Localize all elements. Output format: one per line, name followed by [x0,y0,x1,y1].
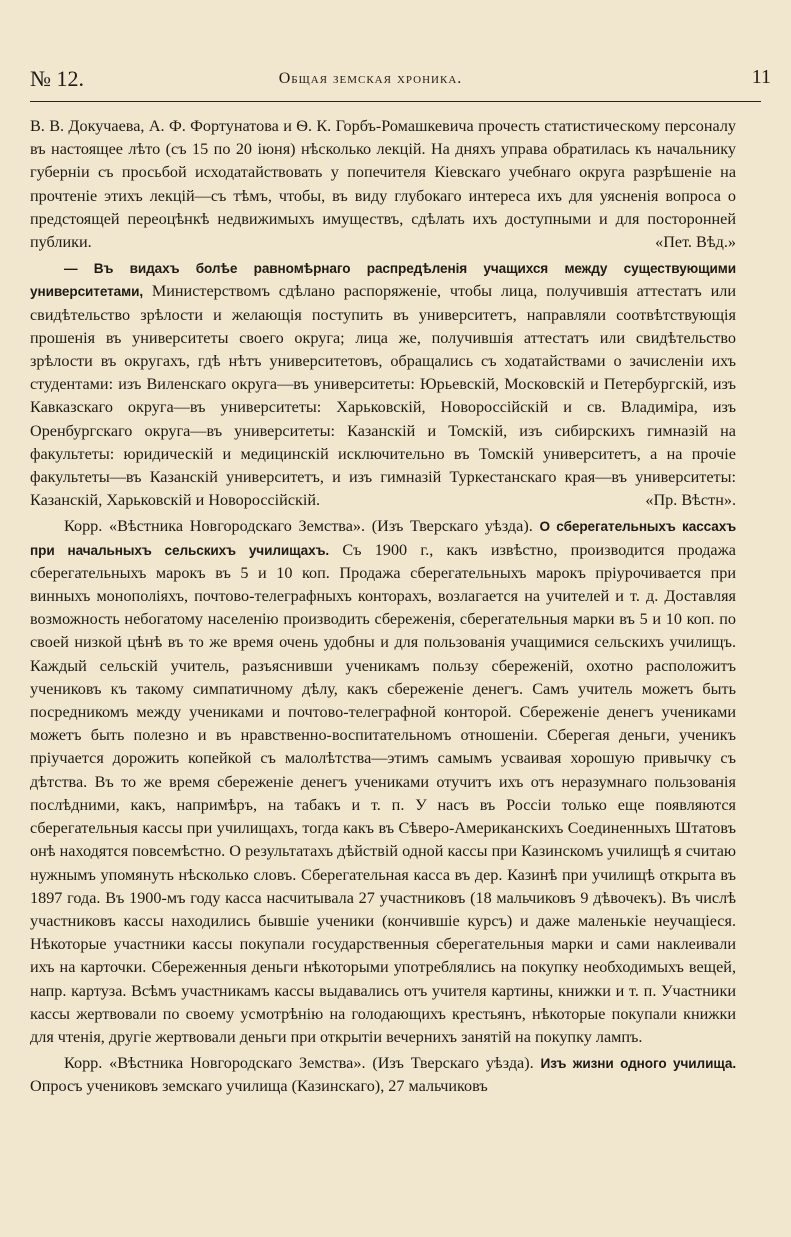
correspondent-intro: Корр. «Вѣстника Новгородскаго Земства». (Изъ Тверскаго уѣзда). [64,517,540,536]
running-header [30,66,771,98]
article-body [30,115,736,1099]
paragraph-school-life [30,1052,736,1098]
paragraph-universities [30,257,736,512]
section-lead: — Въ видахъ болѣе равномѣрнаго распредѣленія учащихся между существующими университетами, [30,261,736,300]
source-citation: «Пр. Вѣстн». [645,491,736,510]
running-title: Общая земская хроника. [278,70,463,87]
paragraph-text: Съ 1900 г., какъ извѣстно, производится продажа сберегательныхъ марокъ въ 5 и 10 коп. Продажа сберегательныхъ марокъ пріурочивается при винныхъ монополіяхъ, почтово-телеграфныхъ конторахъ, возлагается на учителей и т. д. Доставляя возможность небогатому населенію производить сбереженія, сберегательныя марки въ 5 и 10 коп. по своей низкой цѣнѣ въ то же время очень удобны и для пользованія учащимися сельскихъ училищъ. Каждый сельскій учитель, разъяснивши ученикамъ пользу сбереженій, охотно расположитъ учениковъ къ такому симпатичному дѣлу, какъ сбереженіе денегъ. Самъ учитель можетъ быть посредникомъ между учениками и почтово-телеграфной конторой. Сбереженіе денегъ учениками можетъ быть полезно и въ нравственно-воспитательномъ отношеніи. Сберегая деньги, ученикъ пріучается дорожить копейкой съ малолѣтства—этимъ самымъ усваивая хорошую привычку съ дѣтства. Въ то же время сбереженіе денегъ учениками отучитъ ихъ отъ неразумнаго пользованія послѣдними, какъ, напримѣръ, на табакъ и т. п. У насъ въ Россіи только еще появляются сберегательныя кассы при училищахъ, тогда какъ въ Сѣверо-Американскихъ Соединенныхъ Штатовъ онѣ находятся повсемѣстно. О результатахъ дѣйствій одной кассы при Казинскомъ училищѣ я считаю нужнымъ упомянуть нѣсколько словъ. Сберегательная касса въ дер. Казинѣ при училищѣ открыта въ 1897 года. Въ 1900-мъ году касса насчитывала 27 участниковъ (18 мальчиковъ 9 дѣвочекъ). Въ числѣ участниковъ кассы находились бывшіе ученики (кончившіе курсъ) и даже маленькіе неучащіеся. Нѣкоторые участники кассы покупали государственныя сберегательныя марки и сами наклеивали ихъ на карточки. Сбереженныя деньги нѣкоторыми употреблялись на покупку необходимыхъ вещей, напр. картуза. Всѣмъ участникамъ кассы выдавались отъ учителя картины, книжки и т. п. Участники кассы жертвовали по своему усмотрѣнію на голодающихъ крестьянъ, нѣкоторые покупали книжки для чтенія, другіе жертвовали деньги при открытіи вечернихъ занятій на покупку лампъ. [30,540,736,1046]
paragraph-text: В. В. Докучаева, А. Ф. Фортунатова и Ѳ. К. Горбъ-Ромашкевича прочесть статистическому персоналу въ настоящее лѣто (съ 15 по 20 іюня) нѣсколько лекцій. На дняхъ управа обратилась къ начальнику губерніи съ просьбой исходатайствовать у попечителя Кіевскаго учебнаго округа разрѣшеніе на прочтеніе этихъ лекцій—съ тѣмъ, чтобы, въ виду глубокаго интереса ихъ для уясненія вопроса о предстоящей переоцѣнкѣ недвижимыхъ имуществъ, сдѣлать ихъ доступными и для посторонней публики. [30,117,736,252]
correspondent-intro: Корр. «Вѣстника Новгородскаго Земства». (Изъ Тверскаго уѣзда). [64,1054,541,1073]
paragraph-docuchaev [30,115,736,254]
paragraph-savings [30,515,736,1049]
section-lead: Изъ жизни одного училища. [540,1056,737,1072]
paragraph-text: Министерствомъ сдѣлано распоряженіе, чтобы лица, получившія аттестатъ или свидѣтельство зрѣлости и желающія поступить въ университетъ, направляли соотвѣтствующія прошенія въ университеты своего округа; лица же, получившія аттестатъ или свидѣтельство зрѣлости въ округахъ, гдѣ нѣтъ университетовъ, обращались съ ходатайствами о зачисленіи ихъ студентами: изъ Виленскаго округа—въ университеты: Юрьевскій, Московскій и Петербургскій, изъ Кавказскаго округа—въ университеты: Харьковскій, Новороссійскій и св. Владиміра, изъ Оренбургскаго округа—въ университеты: Казанскій и Томскій, изъ сибирскихъ гимназій на факультеты: юридическій и медицинскій исключительно въ Томскій университетъ, а на прочіе факультеты—въ Казанскій университетъ, и изъ гимназій Туркестанскаго края—въ университеты: Казанскій, Харьковскій и Новороссійскій. [30,282,736,510]
paragraph-text: Опросъ учениковъ земскаго училища (Казинскаго), 27 мальчиковъ [30,1077,488,1096]
header-rule [30,101,761,102]
page-number: 11 [751,66,771,88]
section-lead: О сберегательныхъ кассахъ при начальныхъ сельскихъ училищахъ. [30,519,737,558]
issue-number: № 12. [30,66,84,91]
source-citation: «Пет. Вѣд.» [655,233,736,252]
